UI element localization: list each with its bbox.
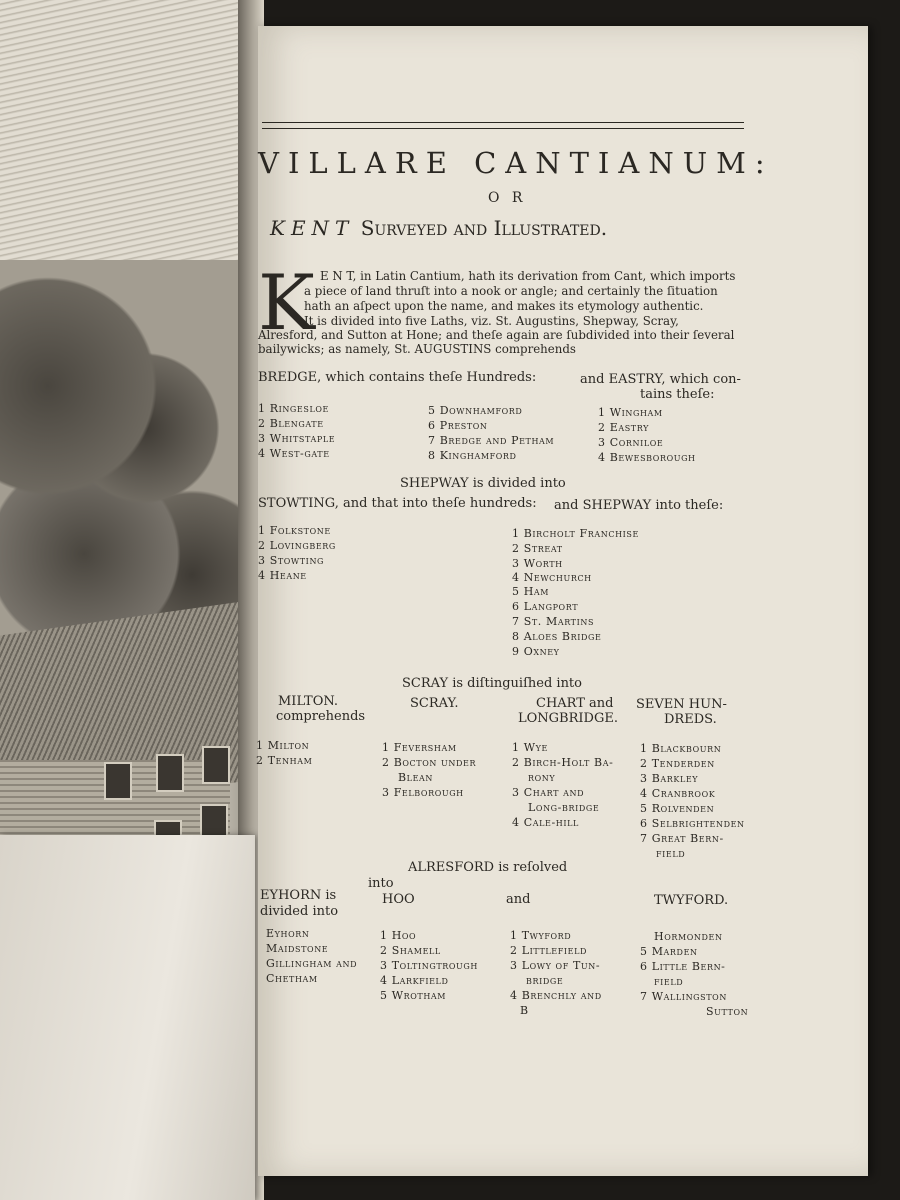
intro-line: E N T, in Latin Cantium, hath its derivation from Cant, which imports — [320, 269, 736, 283]
list-item: 4 Larkfield — [380, 974, 449, 987]
list-item: 1 Twyford — [510, 929, 572, 942]
list-item: 5 Wrotham — [380, 989, 447, 1002]
page-title: VILLARE CANTIANUM: — [258, 146, 774, 180]
list-item: 2 Blengate — [258, 417, 324, 430]
list-item: 4 Bewesborough — [598, 451, 696, 464]
list-item: 5 Downhamford — [428, 404, 523, 417]
list-item: 2 Bocton under — [382, 756, 477, 769]
list-item: 3 Whitstaple — [258, 432, 336, 445]
list-item: 2 Littlefield — [510, 944, 588, 957]
col-head-hoo: HOO — [382, 892, 415, 907]
shepway-sub-heading: and SHEPWAY into theſe: — [554, 498, 724, 513]
list-item: 6 Selbrightenden — [640, 817, 745, 830]
list-item: 4 Heane — [258, 569, 307, 582]
col-head-longbridge: LONGBRIDGE. — [518, 711, 618, 726]
list-item: 3 Stowting — [258, 554, 325, 567]
intro-line: hath an aſpect upon the name, and makes its etymology authentic. — [304, 299, 704, 313]
list-item: 3 Chart and — [512, 786, 585, 799]
col-head-milton: MILTON. — [278, 694, 339, 709]
list-item: 2 Lovingberg — [258, 539, 336, 552]
list-item: 3 Lowy of Tun- — [510, 959, 601, 972]
engraving-window — [156, 754, 184, 792]
list-item: field — [656, 847, 686, 860]
col-head-and: and — [506, 892, 531, 907]
into-label: into — [368, 876, 394, 891]
intro-line: It is divided into five Laths, viz. St. Augustins, Shepway, Scray, — [304, 314, 679, 328]
list-item: 2 Shamell — [380, 944, 441, 957]
list-item: 2 Birch-Holt Ba- — [512, 756, 614, 769]
list-item: 6 Langport — [512, 600, 579, 613]
list-item: 1 Wingham — [598, 406, 663, 419]
engraving-window — [202, 746, 230, 784]
list-item: 1 Folkstone — [258, 524, 331, 537]
list-item: 1 Ringesloe — [258, 402, 329, 415]
paper-flap — [0, 835, 255, 1200]
list-item: 6 Little Bern- — [640, 960, 726, 973]
scray-heading: SCRAY is diſtinguiſhed into — [402, 676, 582, 691]
list-item: 1 Hoo — [380, 929, 417, 942]
list-item: 8 Aloes Bridge — [512, 630, 602, 643]
list-item: 5 Ham — [512, 585, 550, 598]
col-head-twyford: TWYFORD. — [654, 893, 729, 908]
col-head-dreds: DREDS. — [664, 712, 717, 727]
list-item: 1 Wye — [512, 741, 548, 754]
col-head-divided: divided into — [260, 904, 339, 919]
list-item: 3 Barkley — [640, 772, 699, 785]
list-item: rony — [528, 771, 556, 784]
list-item: 2 Tenham — [256, 754, 313, 767]
intro-line: a piece of land thruſt into a nook or angle; and certainly the ſituation — [304, 284, 718, 298]
col-head-comprehends: comprehends — [276, 709, 366, 724]
list-item: 7 Great Bern- — [640, 832, 724, 845]
shepway-heading: SHEPWAY is divided into — [400, 476, 566, 491]
eastry-heading: and EASTRY, which con- — [580, 372, 741, 387]
list-item: 4 Cale-hill — [512, 816, 579, 829]
drop-cap: K — [258, 258, 315, 347]
list-item: B — [520, 1004, 529, 1017]
subtitle — [270, 216, 607, 240]
list-item: 4 Newchurch — [512, 571, 592, 584]
list-item: 4 Brenchly and — [510, 989, 602, 1002]
list-item: 5 Marden — [640, 945, 698, 958]
list-item: Gillingham and — [266, 957, 358, 970]
top-rule — [262, 122, 744, 123]
list-item: 7 St. Martins — [512, 615, 595, 628]
list-item: 3 Toltingtrough — [380, 959, 478, 972]
list-item: Blean — [398, 771, 434, 784]
top-rule — [262, 128, 744, 129]
subtitle-kent: KENT — [270, 216, 355, 240]
list-item: bridge — [526, 974, 564, 987]
col-head-eyhorn: EYHORN is — [260, 888, 337, 903]
list-item: 3 Felborough — [382, 786, 464, 799]
list-item: 9 Oxney — [512, 645, 560, 658]
list-item: 4 West-gate — [258, 447, 330, 460]
alresford-heading: ALRESFORD is reſolved — [408, 860, 568, 875]
list-item: Long-bridge — [528, 801, 600, 814]
list-item: 1 Feversham — [382, 741, 457, 754]
list-item: 1 Milton — [256, 739, 310, 752]
list-item: Sutton — [706, 1005, 749, 1018]
list-item: 7 Wallingston — [640, 990, 727, 1003]
or-line: O R — [488, 190, 527, 206]
list-item: 4 Cranbrook — [640, 787, 716, 800]
list-item: 8 Kinghamford — [428, 449, 517, 462]
list-item: 7 Bredge and Petham — [428, 434, 555, 447]
stowting-heading: STOWTING, and that into theſe hundreds: — [258, 496, 537, 511]
bredge-heading: BREDGE, which contains theſe Hundreds: — [258, 370, 537, 385]
list-item: 2 Streat — [512, 542, 563, 555]
col-head-seven: SEVEN HUN- — [636, 697, 727, 712]
list-item: field — [654, 975, 684, 988]
list-item: 5 Rolvenden — [640, 802, 715, 815]
list-item: 2 Eastry — [598, 421, 649, 434]
col-head-chart: CHART and — [536, 696, 614, 711]
intro-line: bailywicks; as namely, St. AUGUSTINS comprehends — [258, 342, 576, 356]
list-item: 3 Worth — [512, 557, 563, 570]
intro-line: Alresford, and Sutton at Hone; and theſe again are ſubdivided into their ſeveral — [258, 328, 735, 342]
list-item: 3 Corniloe — [598, 436, 664, 449]
eastry-heading-2: tains theſe: — [640, 387, 715, 402]
list-item: 2 Tenderden — [640, 757, 715, 770]
list-item: 1 Blackbourn — [640, 742, 722, 755]
subtitle-rest: Surveyed and Illustrated. — [360, 216, 608, 240]
list-item: 1 Bircholt Franchise — [512, 527, 639, 540]
list-item: Hormonden — [654, 930, 723, 943]
list-item: Maidstone — [266, 942, 329, 955]
list-item: 6 Preston — [428, 419, 488, 432]
list-item: Eyhorn — [266, 927, 310, 940]
col-head-scray: SCRAY. — [410, 696, 459, 711]
list-item: Chetham — [266, 972, 318, 985]
engraving-window — [104, 762, 132, 800]
engraving-sky — [0, 0, 262, 300]
